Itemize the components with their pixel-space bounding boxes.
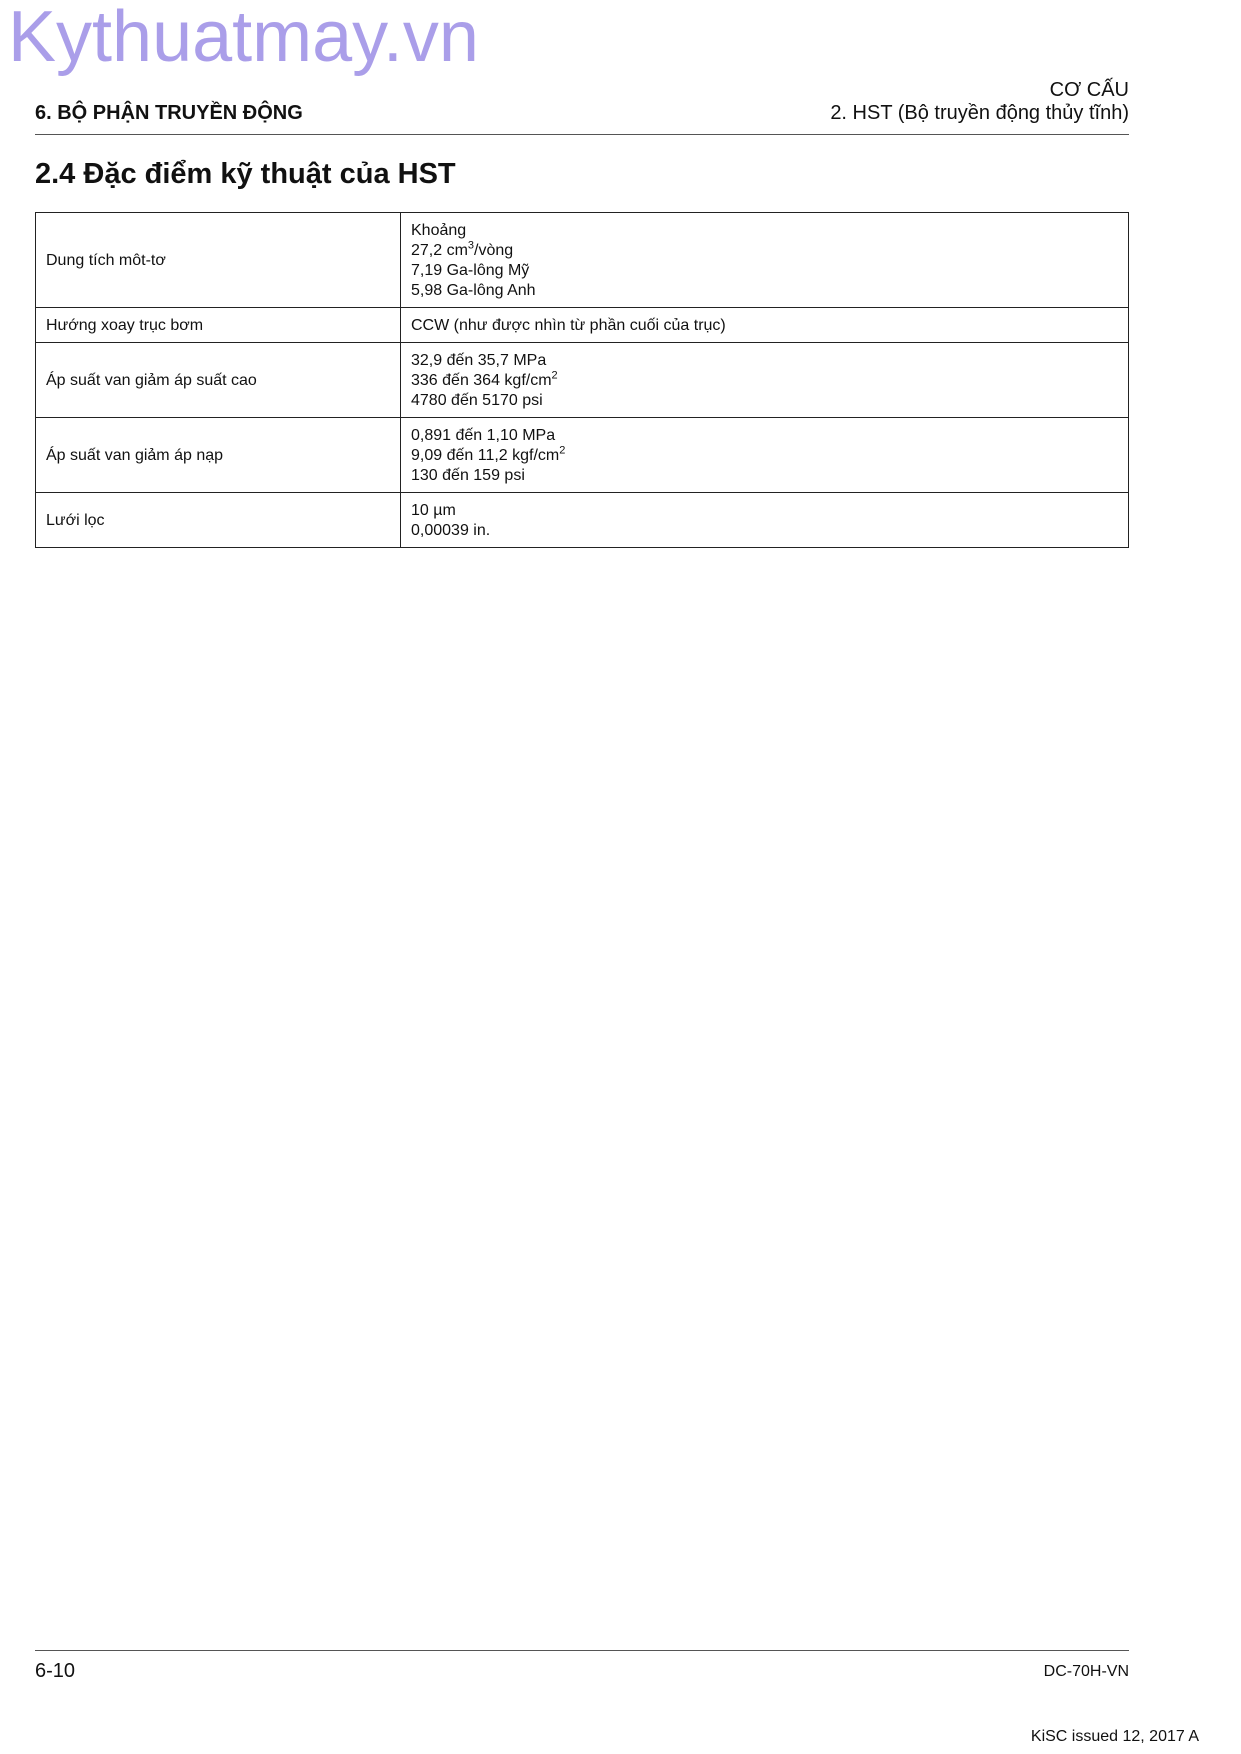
value-line: 10 µm — [411, 502, 456, 519]
value-line — [411, 446, 1118, 466]
spec-label: Dung tích môt-tơ — [36, 213, 401, 308]
superscript: 2 — [559, 444, 566, 457]
spec-value — [401, 493, 1129, 548]
spec-value — [401, 213, 1129, 308]
value-line: 32,9 đến 35,7 MPa — [411, 352, 547, 369]
superscript: 3 — [467, 239, 475, 252]
section-title: 2.4 Đặc điểm kỹ thuật của HST — [35, 158, 456, 190]
table-row — [36, 343, 1129, 418]
page-number: 6-10 — [35, 1660, 76, 1682]
value-line: 7,19 Ga-lông Mỹ — [411, 262, 530, 279]
table-row — [36, 308, 1129, 343]
value-line: 4780 đến 5170 psi — [411, 392, 543, 409]
spec-label: Áp suất van giảm áp suất cao — [36, 343, 401, 418]
value-line: 0,00039 in. — [411, 522, 491, 539]
value-line: 5,98 Ga-lông Anh — [411, 282, 536, 299]
value-line — [411, 241, 1118, 261]
header-divider — [35, 134, 1129, 135]
subsection-label: 2. HST (Bộ truyền động thủy tĩnh) — [830, 102, 1129, 124]
value-line: Khoảng — [411, 222, 467, 239]
value-line: 0,891 đến 1,10 MPa — [411, 427, 556, 444]
spec-value — [401, 343, 1129, 418]
table-row — [36, 418, 1129, 493]
spec-table — [35, 212, 1129, 548]
value-line — [411, 371, 1118, 391]
issue-note: KiSC issued 12, 2017 A — [1030, 1728, 1199, 1745]
category-label: CƠ CẤU — [1049, 79, 1129, 101]
value-text: 9,09 đến 11,2 kgf/cm — [411, 447, 560, 464]
value-text: 336 đến 364 kgf/cm — [411, 372, 552, 389]
value-text: /vòng — [474, 242, 514, 259]
spec-label: Hướng xoay trục bơm — [36, 308, 401, 343]
watermark-logo: Kythuatmay.vn — [8, 0, 479, 77]
value-text: 27,2 cm — [411, 242, 468, 259]
table-row — [36, 213, 1129, 308]
header-right — [830, 79, 1129, 125]
value-line: CCW (như được nhìn từ phần cuối của trục) — [411, 317, 726, 334]
table-row — [36, 493, 1129, 548]
chapter-title: 6. BỘ PHẬN TRUYỀN ĐỘNG — [35, 102, 303, 124]
superscript: 2 — [551, 369, 558, 382]
spec-label: Lưới lọc — [36, 493, 401, 548]
document-code: DC-70H-VN — [1043, 1663, 1129, 1680]
value-line: 130 đến 159 psi — [411, 467, 525, 484]
spec-value — [401, 418, 1129, 493]
spec-value — [401, 308, 1129, 343]
footer-divider — [35, 1650, 1129, 1651]
spec-label: Áp suất van giảm áp nạp — [36, 418, 401, 493]
